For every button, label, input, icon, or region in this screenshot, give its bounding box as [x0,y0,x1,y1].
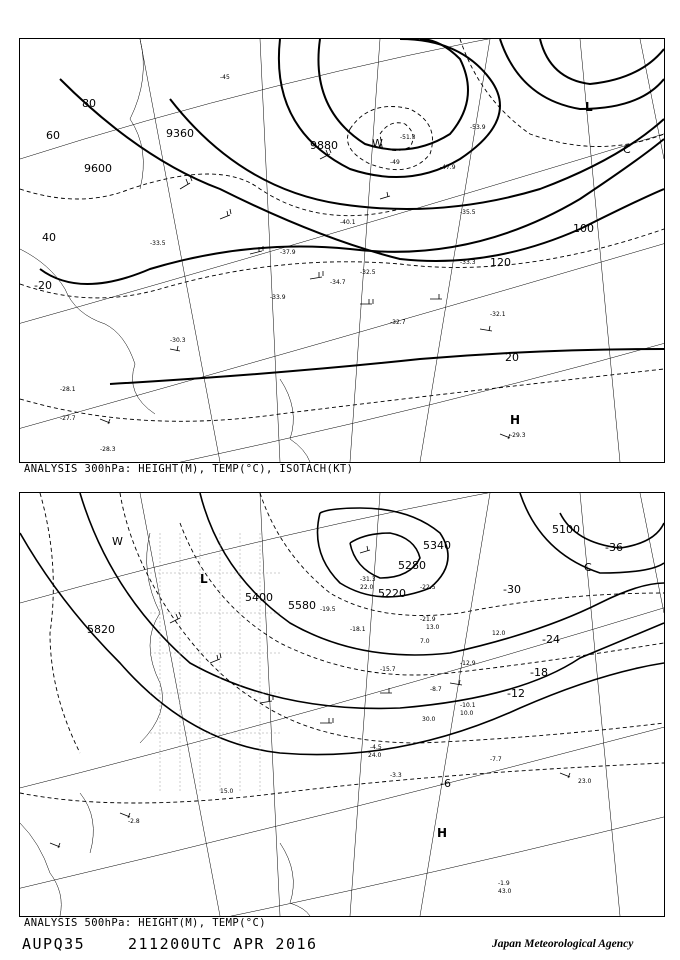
station-value: -49 [390,159,400,166]
height-label-9600: 9600 [84,162,112,175]
isotach-label: 60 [46,129,60,142]
station-value: -19.5 [320,606,336,613]
station-value: -18.1 [350,626,366,633]
station-value: 7.0 [420,638,430,645]
station-value: -28.1 [60,386,76,393]
height-label-5820: 5820 [87,623,115,636]
station-value: -32.1 [490,311,506,318]
temp-label-minus6: -6 [440,777,451,790]
high-center-marker: H [510,413,521,427]
station-value: -3.3 [390,772,402,779]
station-value: -27.7 [60,415,76,422]
station-value: 15.0 [220,788,234,795]
station-value: -53.9 [470,124,486,131]
analysis-grid [150,533,280,793]
station-value: -34.7 [330,279,346,286]
station-value: -15.7 [380,666,396,673]
station-value: -33.5 [150,240,166,247]
temp-label-minus18: -18 [530,666,548,679]
station-value: -10.1 [460,702,476,709]
station-plots [128,576,592,895]
temp-label: -20 [34,279,52,292]
caption-500hpa: ANALYSIS 500hPa: HEIGHT(M), TEMP(°C) [24,917,266,929]
station-value: -29.3 [510,432,526,439]
station-value: -37.9 [280,249,296,256]
wind-barbs [100,148,510,439]
station-value: 12.0 [492,630,506,637]
height-label-9880: 9880 [310,139,338,152]
temp-label-minus24: -24 [542,633,560,646]
station-value: 43.0 [498,888,512,895]
station-value: -30.3 [170,337,186,344]
station-value: 13.0 [426,624,440,631]
station-value: -47.9 [440,164,456,171]
station-value: -8.7 [430,686,442,693]
station-value: 24.0 [368,752,382,759]
station-value: -33.3 [460,259,476,266]
map-panel-300hpa [19,38,665,463]
height-label-5340: 5340 [423,539,451,552]
isotach-label: 120 [490,256,511,269]
agency-name: Japan Meteorological Agency [492,938,634,950]
map-panel-500hpa [19,492,665,917]
coastline [20,39,310,462]
map-500hpa [20,493,664,916]
caption-300hpa: ANALYSIS 300hPa: HEIGHT(M), TEMP(°C), ISOTACH(KT) [24,463,354,475]
station-plots [60,74,526,453]
station-value: -35.5 [460,209,476,216]
valid-time: 211200UTC APR 2016 [128,935,318,953]
isotherms [20,39,664,421]
temp-label-minus12: -12 [507,687,525,700]
station-value: -32.7 [390,319,406,326]
station-value: -2.8 [128,818,140,825]
cold-center-marker: C [623,143,631,156]
isotach-label: 40 [42,231,56,244]
height-label-9360: 9360 [166,127,194,140]
station-value: -12.9 [460,660,476,667]
station-value: -22.5 [420,584,436,591]
graticule [20,39,664,462]
isotach-label: 80 [82,97,96,110]
station-value: -4.5 [370,744,382,751]
station-value: -1.9 [498,880,510,887]
station-value: -32.5 [360,269,376,276]
warm-center-marker: W [372,137,383,150]
station-value: -7.7 [490,756,502,763]
station-value: 22.0 [360,584,374,591]
warm-center-marker: W [112,535,123,548]
station-value: -21.9 [420,616,436,623]
temp-label-minus36: -36 [605,541,623,554]
station-value: 30.0 [422,716,436,723]
station-value: -45 [220,74,230,81]
station-value: -28.3 [100,446,116,453]
map-300hpa [20,39,664,462]
station-value: -33.9 [270,294,286,301]
height-label-5580: 5580 [288,599,316,612]
low-center-marker: L [200,572,208,586]
height-label-5280: 5280 [398,559,426,572]
station-value: -31.3 [360,576,376,583]
height-label-5400: 5400 [245,591,273,604]
height-contours [40,39,664,384]
chart-code: AUPQ35 [22,935,86,953]
height-label-5100: 5100 [552,523,580,536]
station-value: -40.1 [340,219,356,226]
isotach-label: 100 [573,222,594,235]
station-value: 23.0 [578,778,592,785]
height-label-5220: 5220 [378,587,406,600]
high-center-marker: H [437,826,448,840]
isotach-label: 20 [505,351,519,364]
temp-label-minus30: -30 [503,583,521,596]
station-value: -51.3 [400,134,416,141]
cold-center-marker: C [584,561,592,574]
station-value: 10.0 [460,710,474,717]
low-center-marker: L [585,100,593,114]
